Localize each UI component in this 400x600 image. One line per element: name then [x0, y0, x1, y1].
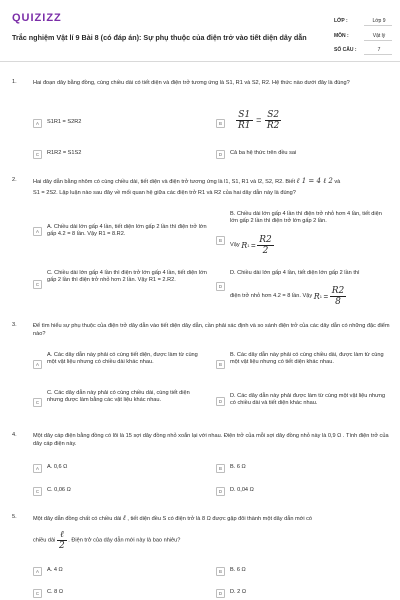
question-number: 3. — [12, 322, 17, 328]
option-letter-box: D — [216, 589, 225, 598]
option-text: D. Chiều dài lớn gấp 4 lần, tiết diện lớn gấp 2 lần thì — [230, 270, 360, 276]
length-symbol: ℓ — [122, 514, 126, 522]
option-letter-box: D — [216, 150, 225, 159]
question-text — [33, 514, 393, 523]
option-letter-box: A — [33, 227, 42, 236]
option-text-part: Vậy — [230, 242, 240, 248]
option-letter-box: A — [33, 567, 42, 576]
fraction — [257, 235, 274, 256]
option-letter-box: A — [33, 119, 42, 128]
option-letter-box: D — [216, 487, 225, 496]
option-text: D. 2 Ω — [230, 589, 246, 595]
option-letter-box: B — [216, 464, 225, 473]
question-text-part: . Điện trở của dây dẫn mới này là bao nhiêu? — [68, 537, 181, 544]
option-text: C. Chiều dài lớn gấp 4 lần thì điện trở lớn gấp 4 lần, tiết diện lớn gấp 2 lần thì điện trở nhỏ hơn 2 lần. Vậy R1 = 2.R2. — [47, 270, 207, 283]
option-letter-box: D — [216, 397, 225, 406]
option-letter-box: C — [33, 280, 42, 289]
option-text: A. Chiều dài lớn gấp 4 lần, tiết diện lớn gấp 2 lần thì điện trở lớn gấp 4.2 = 8 lần. Vậy R1 = 8.R2. — [47, 224, 207, 237]
option-text: C. 0,06 Ω — [47, 487, 71, 493]
option-text: R1R2 = S1S2 — [47, 150, 82, 156]
formula-lhs: R — [241, 241, 248, 250]
worksheet-header — [0, 0, 400, 62]
question-count-value: 7 — [377, 47, 381, 53]
length-relation-formula: ℓ 1 = 4 ℓ 2 — [296, 177, 333, 185]
fraction-right — [265, 110, 282, 131]
worksheet-title: Trắc nghiệm Vật lí 9 Bài 8 (có đáp án): Sự phụ thuộc của điện trở vào tiết diện dây dẫn — [12, 33, 307, 42]
option-letter-box: B — [216, 567, 225, 576]
option-letter-box: B — [216, 119, 225, 128]
option-letter-box: A — [33, 464, 42, 473]
question-text-part: S1 = 2S2. Lập luận nào sau đây về mối quan hệ giữa các điện trở R1 và R2 của hai dây dẫn này là đúng? — [33, 190, 296, 196]
option-text: B. Chiều dài lớn gấp 4 lần thì điện trở nhỏ hơn 4 lần, tiết diện lớn gấp 2 lần thì điện trở lớn gấp 2 lần. — [230, 211, 382, 224]
option-text: B. 6 Ω — [230, 464, 246, 470]
option-text: A. 0,6 Ω — [47, 464, 68, 470]
option-text: A. Các dây dẫn này phải có cùng tiết diện, được làm từ cùng một vật liệu nhưng có chiều dài khác nhau. — [47, 352, 198, 365]
option-text-part: điện trở nhỏ hơn 4.2 = 8 lần. Vậy — [230, 293, 313, 299]
fraction-denominator: R1 — [238, 121, 251, 131]
subject-value: Vật lý — [372, 33, 386, 39]
option-text: D. 0,04 Ω — [230, 487, 254, 493]
quizizz-logo — [12, 12, 62, 24]
subscript-1: 1 — [247, 243, 250, 248]
subscript-1: 1 — [319, 294, 322, 299]
option-letter-box: D — [216, 282, 225, 291]
fraction-numerator: R2 — [259, 235, 272, 245]
logo-text: QUIZIZZ — [12, 12, 62, 24]
option-letter-box: A — [33, 360, 42, 369]
fraction — [57, 530, 67, 551]
option-letter-box: C — [33, 150, 42, 159]
subject-underline — [364, 40, 392, 41]
question-text-line-2 — [33, 530, 393, 551]
question-number: 2. — [12, 177, 17, 183]
option-text: C. 8 Ω — [47, 589, 63, 595]
option-text: C. Các dây dẫn này phải có cùng chiều dài, cùng tiết diện nhưng được làm bằng các vật liệu khác nhau. — [47, 390, 190, 403]
fraction-numerator: R2 — [331, 286, 345, 296]
option-letter-box: B — [216, 360, 225, 369]
question-text-part: Một dây dẫn đồng chất có chiều dài — [33, 516, 122, 522]
option-text: S1R1 = S2R2 — [47, 119, 82, 125]
question-number: 1. — [12, 79, 17, 85]
fraction-left — [236, 110, 253, 131]
question-text — [33, 177, 393, 186]
option-text: D. Các dây dẫn này phải được làm từ cùng một vật liệu nhưng có chiều dài và tiết diện khác nhau. — [230, 393, 386, 406]
class-underline — [364, 25, 392, 26]
option-formula — [236, 110, 281, 131]
option-b[interactable] — [216, 112, 386, 138]
fraction-numerator: S1 — [236, 110, 253, 121]
equals-sign: = — [323, 292, 329, 301]
equals-sign: = — [251, 241, 256, 250]
class-label: LỚP : — [334, 18, 348, 24]
fraction-denominator: 8 — [335, 297, 341, 307]
question-text: Để tìm hiểu sự phụ thuộc của điện trở dây dẫn vào tiết diện dây dẫn, cần phải xác định và so sánh điện trở của các dây dẫn có những đặc điểm nào? — [33, 323, 390, 337]
option-formula — [230, 235, 274, 256]
question-number: 4. — [12, 432, 17, 438]
fraction-numerator: S2 — [265, 110, 282, 121]
option-text: B. 6 Ω — [230, 567, 246, 573]
question-text-part: chiều dài — [33, 537, 56, 544]
option-letter-box: B — [216, 236, 225, 245]
option-formula — [230, 286, 346, 307]
option-letter-box: C — [33, 398, 42, 407]
subject-label: MÔN : — [334, 33, 349, 39]
header-divider — [0, 61, 400, 62]
question-count-label: SỐ CÂU : — [334, 47, 357, 53]
question-text-part: Hai dây dẫn bằng nhôm có cùng chiều dài, tiết diện và điện trở tương ứng là l1, S1, R1 và l2, S2, R2. Biết — [33, 179, 296, 185]
class-value: Lớp 9 — [372, 18, 386, 24]
fraction-denominator: 2 — [58, 541, 65, 551]
option-text: Cả ba hệ thức trên đều sai — [230, 150, 297, 156]
option-letter-box: C — [33, 487, 42, 496]
question-text-part: và — [334, 179, 341, 185]
question-number: 5. — [12, 514, 17, 520]
question-text: Hai đoạn dây bằng đồng, cùng chiều dài có tiết diện và điện trở tương ứng là S1, R1 và S2, R2. Hệ thức nào dưới đây là đúng? — [33, 80, 350, 86]
fraction-denominator: R2 — [266, 121, 280, 131]
option-letter-box: C — [33, 589, 42, 598]
question-text-part: , tiết diện đều S có điện trở là 8 Ω được gập đôi thành một dây dẫn mới có — [127, 516, 313, 522]
formula-lhs: R — [313, 292, 320, 301]
fraction-numerator: ℓ — [57, 530, 67, 541]
question-text: Một dây cáp điện bằng đồng có lõi là 15 sợi dây đồng nhỏ xoắn lại với nhau. Điện trở của mỗi sợi dây đồng nhỏ này là 0,9 Ω . Tính điện trở của dây cáp điện này. — [33, 433, 389, 447]
option-text: A. 4 Ω — [47, 567, 63, 573]
question-count-underline — [364, 54, 392, 55]
fraction — [330, 286, 347, 307]
option-text: B. Các dây dẫn này phải có cùng chiều dài, được làm từ cùng một vật liệu nhưng có tiết diện khác nhau. — [230, 352, 384, 365]
fraction-denominator: 2 — [262, 246, 269, 256]
equals-sign: = — [256, 115, 262, 125]
